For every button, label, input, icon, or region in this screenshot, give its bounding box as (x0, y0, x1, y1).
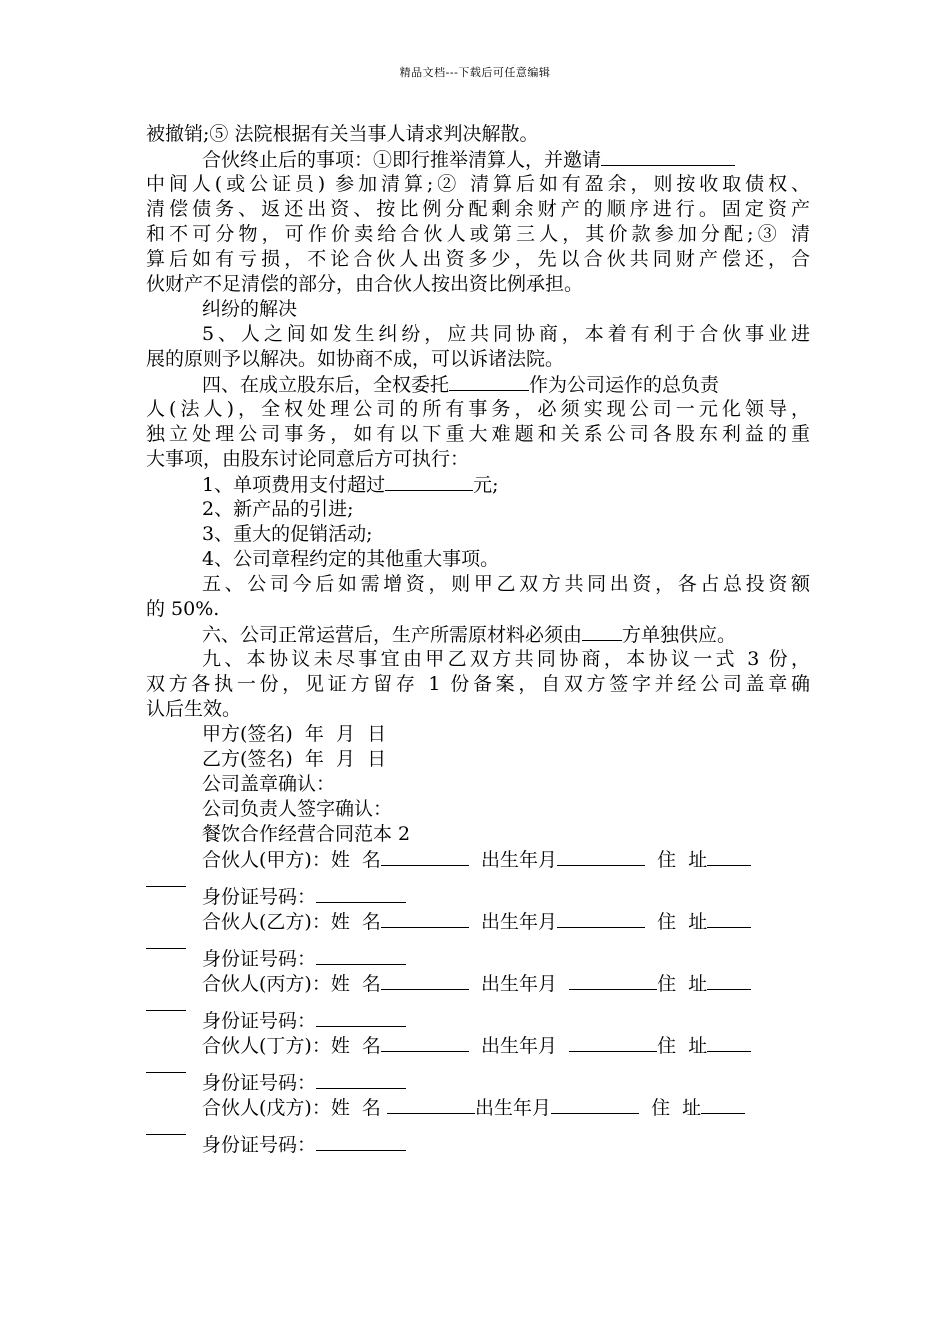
address-label: 住 址 (657, 849, 708, 871)
text-segment: 方单独供应。 (622, 624, 737, 646)
address-blank-continued (146, 1058, 186, 1073)
name-blank (381, 1033, 469, 1052)
birth-blank (569, 1033, 657, 1052)
partner-info-line (146, 909, 810, 934)
fill-blank (601, 147, 735, 166)
text-line: 大事项，由股东讨论同意后方可执行： (146, 448, 470, 470)
partner-block (146, 1095, 810, 1157)
text-line: 清偿债务、返还出资、按比例分配剩余财产的顺序进行。固定资产 (146, 198, 810, 220)
birth-label: 出生年月 (481, 849, 558, 871)
id-blank (316, 1132, 406, 1151)
id-label: 身份证号码： (202, 1134, 317, 1156)
partner-info-line (146, 1033, 810, 1058)
fill-blank (582, 622, 622, 641)
partner-name-label: 合伙人(戊方)：姓 名 (202, 1097, 381, 1119)
signature-line-b: 乙方(签名) 年 月 日 (202, 748, 387, 770)
partner-name-label: 合伙人(丙方)：姓 名 (202, 973, 381, 995)
address-blank-continued (146, 1120, 186, 1135)
name-blank (381, 971, 469, 990)
address-blank (707, 971, 751, 990)
text-line: 算后如有亏损，不论合伙人出资多少，先以合伙共同财产偿还，合 (146, 248, 810, 270)
text-line: 认后生效。 (146, 698, 242, 720)
text-line: 4、公司章程约定的其他重大事项。 (202, 548, 500, 570)
template-title: 餐饮合作经营合同范本 2 (202, 823, 411, 845)
partner-info-line (146, 847, 810, 872)
id-line (146, 1132, 810, 1157)
birth-label: 出生年月 (481, 1035, 558, 1057)
text-line: 展的原则予以解决。如协商不成，可以诉诸法院。 (146, 348, 565, 370)
text-segment: 作为公司运作的总负责 (529, 374, 720, 396)
id-line (146, 884, 810, 909)
manager-signature-line: 公司负责人签字确认： (202, 798, 393, 820)
fill-blank (449, 372, 529, 391)
text-line: 5、人之间如发生纠纷，应共同协商，本着有利于合伙事业进 (202, 323, 810, 345)
id-blank (316, 1070, 406, 1089)
company-seal-line: 公司盖章确认： (202, 773, 336, 795)
partner-block (146, 971, 810, 1033)
text-segment: 六、公司正常运营后，生产所需原材料必须由 (202, 624, 583, 646)
id-label: 身份证号码： (202, 948, 317, 970)
text-line: 的 50%. (146, 598, 220, 620)
address-label: 住 址 (657, 911, 708, 933)
id-blank (316, 1008, 406, 1027)
text-segment: 合伙终止后的事项：①即行推举清算人，并邀请 (202, 149, 602, 171)
partner-block (146, 847, 810, 909)
name-blank (381, 909, 469, 928)
id-blank (316, 946, 406, 965)
text-segment: 元; (473, 474, 499, 496)
birth-blank (569, 971, 657, 990)
birth-label: 出生年月 (481, 911, 558, 933)
birth-label: 出生年月 (474, 1097, 551, 1119)
address-label: 住 址 (651, 1097, 702, 1119)
fill-blank (385, 472, 473, 491)
text-segment: 四、在成立股东后，全权委托 (202, 374, 450, 396)
partner-name-label: 合伙人(丁方)：姓 名 (202, 1035, 381, 1057)
partner-info-line (146, 1095, 810, 1120)
text-segment: 1、单项费用支付超过 (202, 474, 386, 496)
text-line: 九、本协议未尽事宜由甲乙双方共同协商，本协议一式 3 份， (202, 648, 810, 670)
id-line (146, 1070, 810, 1095)
partner-block (146, 1033, 810, 1095)
id-line (146, 946, 810, 971)
address-blank-continued (146, 872, 186, 887)
text-line: 2、新产品的引进; (202, 498, 354, 520)
birth-blank (551, 1095, 639, 1114)
text-line (146, 147, 810, 172)
address-blank-continued (146, 934, 186, 949)
document-body (146, 122, 810, 1157)
id-line (146, 1008, 810, 1033)
address-blank (707, 847, 751, 866)
id-label: 身份证号码： (202, 1072, 317, 1094)
text-line: 被撤销;⑤ 法院根据有关当事人请求判决解散。 (146, 123, 539, 145)
text-line (146, 622, 810, 647)
address-blank-continued (146, 996, 186, 1011)
text-line: 和不可分物，可作价卖给合伙人或第三人，其价款参加分配;③ 清 (146, 223, 810, 245)
text-line: 双方各执一份，见证方留存 1 份备案，自双方签字并经公司盖章确 (146, 673, 810, 695)
address-blank (701, 1095, 745, 1114)
address-label: 住 址 (657, 1035, 708, 1057)
text-line: 独立处理公司事务，如有以下重大难题和关系公司各股东利益的重 (146, 423, 810, 445)
text-line (146, 472, 810, 497)
birth-blank (557, 909, 645, 928)
id-label: 身份证号码： (202, 1010, 317, 1032)
birth-blank (557, 847, 645, 866)
birth-label: 出生年月 (481, 973, 558, 995)
text-line: 中间人(或公证员) 参加清算;② 清算后如有盈余，则按收取债权、 (146, 173, 810, 195)
signature-line-a: 甲方(签名) 年 月 日 (202, 723, 387, 745)
text-line: 五、公司今后如需增资，则甲乙双方共同出资，各占总投资额 (202, 573, 810, 595)
partner-block (146, 909, 810, 971)
partner-name-label: 合伙人(乙方)：姓 名 (202, 911, 381, 933)
id-label: 身份证号码： (202, 886, 317, 908)
text-line: 人(法人)，全权处理公司的所有事务，必须实现公司一元化领导， (146, 398, 810, 420)
address-label: 住 址 (657, 973, 708, 995)
address-blank (707, 1033, 751, 1052)
name-blank (381, 847, 469, 866)
page-header: 精品文档---下载后可任意编辑 (399, 66, 551, 79)
text-line: 伙财产不足清偿的部分，由合伙人按出资比例承担。 (146, 273, 584, 295)
text-line (146, 372, 810, 397)
address-blank (707, 909, 751, 928)
partner-info-line (146, 971, 810, 996)
name-blank (387, 1095, 475, 1114)
section-heading: 纠纷的解决 (202, 298, 298, 320)
id-blank (316, 884, 406, 903)
partner-name-label: 合伙人(甲方)：姓 名 (202, 849, 381, 871)
text-line: 3、重大的促销活动; (202, 523, 373, 545)
